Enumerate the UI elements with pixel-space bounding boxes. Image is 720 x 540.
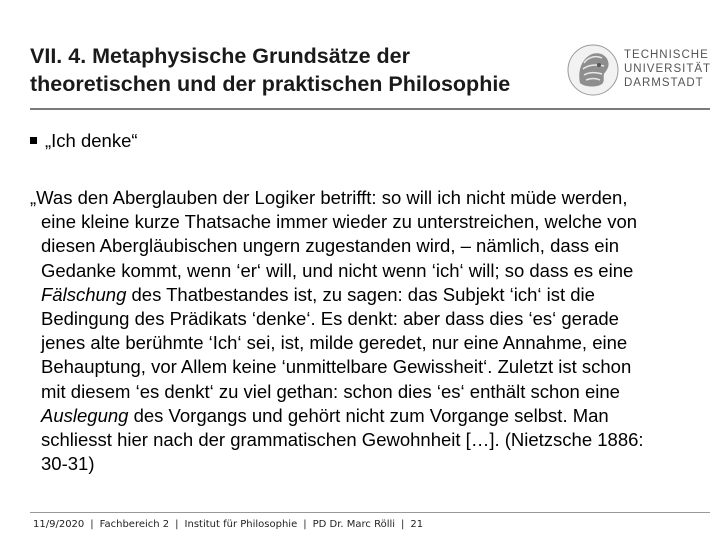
quote-line: 30-31) [41,453,95,475]
logo-line-3: DARMSTADT [624,77,704,89]
header-divider [30,108,710,110]
quote-block [30,186,702,476]
emphasis-auslegung: Auslegung [41,404,129,426]
footer-separator: | [90,519,94,530]
footer-department: Fachbereich 2 [99,519,170,530]
quote-line: Bedingung des Prädikats ‘denke‘. Es denkt: aber dass dies ‘es‘ gerade [41,308,619,330]
logo-line-1: TECHNISCHE [624,49,709,61]
footer-separator: | [175,519,179,530]
quote-line: mit diesem ‘es denkt‘ zu viel gethan: schon dies ‘es‘ enthält schon eine [41,380,620,402]
logo-line-2: UNIVERSITÄT [624,63,712,75]
quote-line: Gedanke kommt, wenn ‘er‘ will, und nicht wenn ‘ich‘ will; so dass es eine [41,259,634,281]
slide-footer [33,519,423,530]
quote-line: schliesst hier nach der grammatischen Gewohnheit […]. (Nietzsche 1886: [41,429,644,451]
university-logo [566,40,712,100]
square-bullet-icon [30,137,37,144]
quote-line [30,404,702,428]
footer-separator: | [401,519,405,530]
athena-head-seal-icon [566,43,620,97]
logo-wordmark [624,48,711,90]
quote-line: Behauptung, vor Allem keine ‘unmittelbare Gewissheit‘. Zuletzt ist schon [41,356,632,378]
footer-date: 11/9/2020 [33,519,85,530]
slide-title-line-1: VII. 4. Metaphysische Grundsätze der [30,44,410,68]
quote-line: diesen Abergläubischen ungern zugestanden wird, – nämlich, dass ein [41,235,619,257]
footer-author: PD Dr. Marc Rölli [312,519,396,530]
footer-institute: Institut für Philosophie [184,519,298,530]
footer-page-number: 21 [410,519,424,530]
quote-line: „Was den Aberglauben der Logiker betrifft: so will ich nicht müde werden, [30,187,628,208]
quote-line: eine kleine kurze Thatsache immer wieder zu unterstreichen, welche von [41,211,638,233]
footer-separator: | [303,519,307,530]
bullet-heading [30,129,138,153]
slide-title [30,42,570,98]
quote-line-text: des Vorgangs und gehört nicht zum Vorgange selbst. Man [133,404,609,426]
bullet-heading-text: „Ich denke“ [45,130,138,151]
footer-divider [30,512,710,513]
slide-title-line-2: theoretischen und der praktischen Philosophie [30,72,511,96]
quote-line: jenes alte berühmte ‘Ich‘ sei, ist, milde geredet, nur eine Annahme, eine [41,332,628,354]
emphasis-faelschung: Fälschung [41,283,127,305]
quote-line [30,283,702,307]
quote-line-text: des Thatbestandes ist, zu sagen: das Subjekt ‘ich‘ ist die [131,283,595,305]
